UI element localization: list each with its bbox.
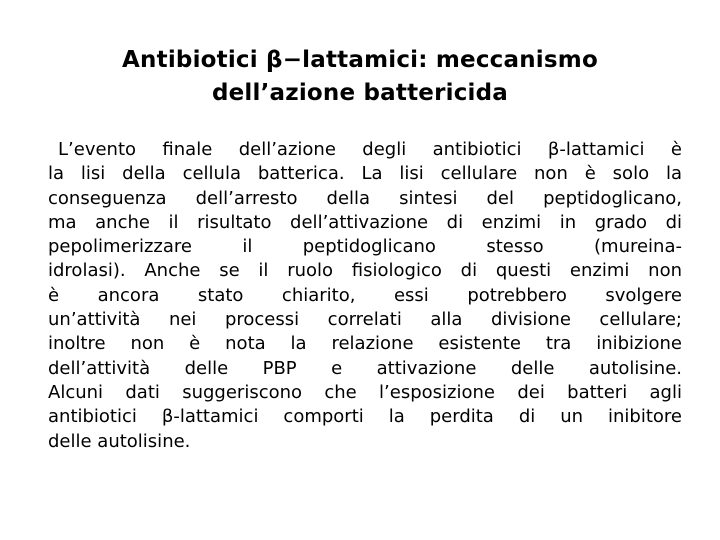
body-line: delle autolisine.	[48, 430, 191, 452]
slide-title	[90, 44, 630, 110]
body-line: L’evento finale dell’azione degli antibiotici β-lattamici è	[58, 139, 682, 160]
body-paragraph	[48, 138, 682, 454]
body-line: conseguenza dell’arresto della sintesi del peptidoglicano,	[48, 187, 682, 209]
body-line: ma anche il risultato dell’attivazione di enzimi in grado di	[48, 211, 682, 233]
body-line: la lisi della cellula batterica. La lisi cellulare non è solo la	[48, 163, 682, 185]
body-line: idrolasi). Anche se il ruolo fisiologico di questi enzimi non	[48, 260, 682, 282]
body-line: dell’attività delle PBP e attivazione delle autolisine.	[48, 357, 682, 379]
body-line: Alcuni dati suggeriscono che l’esposizione dei batteri agli	[48, 381, 682, 403]
title-line-2: dell’azione battericida	[211, 80, 509, 106]
title-line-1: Antibiotici β−lattamici: meccanismo	[122, 47, 598, 73]
body-line: un’attività nei processi correlati alla divisione cellulare;	[48, 309, 682, 331]
body-line: inoltre non è nota la relazione esistente tra inibizione	[48, 333, 682, 355]
body-line: pepolimerizzare il peptidoglicano stesso (mureina-	[48, 236, 682, 258]
body-line: è ancora stato chiarito, essi potrebbero svolgere	[48, 284, 682, 306]
body-line: antibiotici β-lattamici comporti la perdita di un inibitore	[48, 406, 682, 428]
